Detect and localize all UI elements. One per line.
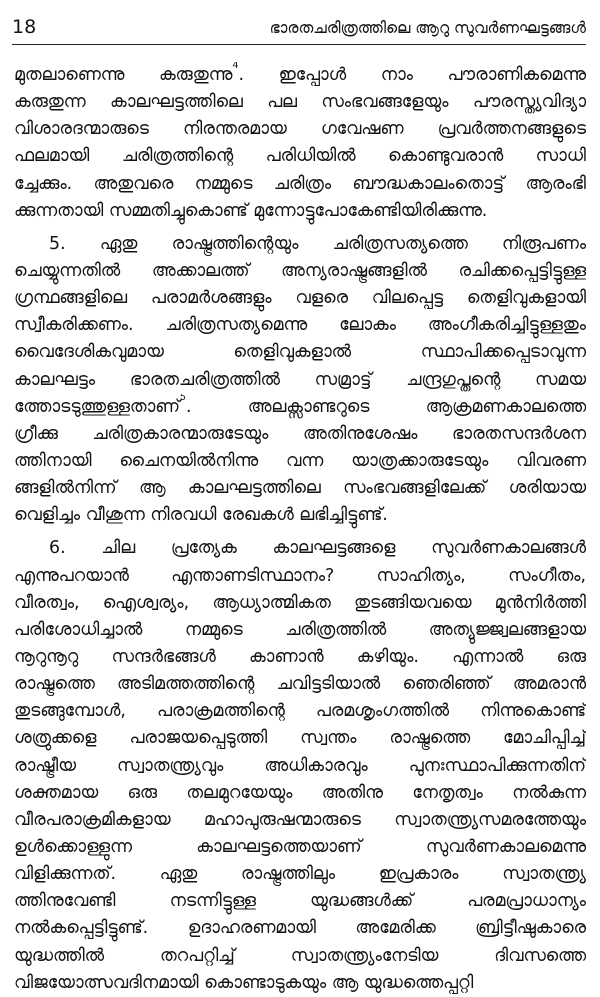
footnote-marker: 5 [179,393,186,404]
text-line: ചെയ്യുന്നതിൽ അക്കാലത്ത് അന്യരാഷ്ട്രങ്ങളിൽ രചിക്കപ്പെട്ടിട്ടുള്ള [14,260,586,281]
text-line: ക്കുന്നതായി സമ്മതിച്ചുകൊണ്ട് മുന്നോട്ടുപോകേണ്ടിയിരിക്കുന്നു. [14,200,488,221]
text-line: വീരപരാക്രമികളായ മഹാപുരുഷന്മാരുടെ സ്വാതന്ത്ര്യസമരത്തേയും [14,809,586,830]
text-line: ശക്തമായ ഒരു തലമുറയേയും അതിനു നേതൃത്വം നൽകുന്ന [14,782,586,803]
body-text [14,62,586,997]
text-line: വിശാരദന്മാരുടെ നിരന്തരമായ ഗവേഷണ പ്രവർത്തനങ്ങളുടെ [14,119,586,140]
paragraph [14,62,586,225]
page-header [12,14,586,40]
text-line: ങ്ങളിൽനിന്ന് ആ കാലഘട്ടത്തിലെ സംഭവങ്ങളിലേക്ക് ശരിയായ [14,478,586,499]
paragraph [14,535,586,996]
text-line: രാഷ്ട്രത്തെ അടിമത്തത്തിന്റെ ചവിട്ടടിയാൽ ഞെരിഞ്ഞ് അമരാൻ [14,674,586,695]
text-line: വിളിക്കുന്നത്. ഏതു രാഷ്ട്രത്തിലും ഇപ്രകാരം സ്വാതന്ത്ര്യ [14,864,586,885]
text-line: ശത്രുക്കളെ പരാജയപ്പെടുത്തി സ്വന്തം രാഷ്ട്രത്തെ മോചിപ്പിച്ച് [14,728,586,749]
text-line: മുതലാണെന്നു കരുതുന്നു$^4$. ഇപ്പോൾ നാം പൗരാണികമെന്നു [14,62,586,85]
text-line: വീരത്വം, ഐശ്വര്യം, ആധ്യാത്മികത തുടങ്ങിയവയെ മുൻനിർത്തി [14,592,586,613]
text-line: യുദ്ധത്തിൽ തറപറ്റിച്ച് സ്വാതന്ത്ര്യംനേടിയ ദിവസത്തെ [14,945,586,966]
text-line: വെളിച്ചം വീശുന്ന നിരവധി രേഖകൾ ലഭിച്ചിട്ടുണ്ട്. [14,505,388,526]
text-line: കരുതുന്ന കാലഘട്ടത്തിലെ പല സംഭവങ്ങളേയും പൗരസ്ത്യവിദ്യാ [14,92,586,113]
text-line: ഫലമായി ചരിത്രത്തിന്റെ പരിധിയിൽ കൊണ്ടുവരാൻ സാധി [14,146,586,167]
text-line: 6. ചില പ്രത്യേക കാലഘട്ടങ്ങളെ സുവർണകാലങ്ങൾ [49,538,586,559]
text-line: നൂറുനൂറു സന്ദർഭങ്ങൾ കാണാൻ കഴിയും. എന്നാൽ ഒരു [14,646,586,667]
text-line: ത്തിനുവേണ്ടി നടന്നിട്ടുള്ള യുദ്ധങ്ങൾക്ക് പരമപ്രാധാന്യം [14,891,586,912]
header-rule [12,44,586,45]
text-line: ഗ്രീക്കു ചരിത്രകാരന്മാരുടേയും അതിനുശേഷം ഭാരതസന്ദർശന [14,423,586,444]
text-line: 5. ഏതു രാഷ്ട്രത്തിന്റെയും ചരിത്രസത്യത്തെ നിരൂപണം [49,233,586,254]
text-line: ച്ചേക്കും. അതുവരെ നമ്മുടെ ചരിത്രം ബൗദ്ധകാലംതൊട്ട് ആരംഭി [14,173,586,194]
page-number: 18 [12,16,37,38]
footnote-marker: 4 [232,62,239,72]
text-line: തുടങ്ങുമ്പോൾ, പരാക്രമത്തിന്റെ പരമശൃംഗത്തിൽ നിന്നുകൊണ്ട് [14,701,586,722]
paragraph [14,231,586,530]
text-line: എന്നുപറയാൻ എന്താണടിസ്ഥാനം? സാഹിത്യം, സംഗീതം, [14,565,586,586]
text-line: വൈദേശികവുമായ തെളിവുകളാൽ സ്ഥാപിക്കപ്പെടാവുന്ന [14,342,586,363]
text-line: ത്തോടടുത്തുള്ളതാണ്$^5$. അലക്സാണ്ടറുടെ ആക്രമണകാലത്തെ [14,393,586,417]
text-line: ഗ്രന്ഥങ്ങളിലെ പരാമർശങ്ങളും വളരെ വിലപ്പെട്ട തെളിവുകളായി [14,288,586,309]
text-line: ഉൾക്കൊള്ളുന്ന കാലഘട്ടത്തെയാണ് സുവർണകാലമെന്നു [14,836,586,857]
text-line: രാഷ്ട്രീയ സ്വാതന്ത്ര്യവും അധികാരവും പുനഃസ്ഥാപിക്കുന്നതിന് [14,755,586,776]
text-line: വിജയോത്സവദിനമായി കൊണ്ടാടുകയും ആ യുദ്ധത്തെപ്പറ്റി [14,972,474,993]
text-line: ത്തിനായി ചൈനയിൽനിന്നു വന്ന യാത്രക്കാരുടേയും വിവരണ [14,450,586,471]
text-line: നൽകപ്പെട്ടിട്ടുണ്ട്. ഉദാഹരണമായി അമേരിക്ക ബ്രിട്ടീഷുകാരെ [14,918,586,939]
running-title: ഭാരതചരിത്രത്തിലെ ആറു സുവർണഘട്ടങ്ങൾ [269,19,586,37]
text-line: കാലഘട്ടം ഭാരതചരിത്രത്തിൽ സമ്രാട്ട് ചന്ദ്രഗുപ്തന്റെ സമയ [14,369,586,390]
text-line: പരിശോധിച്ചാൽ നമ്മുടെ ചരിത്രത്തിൽ അത്യുജ്ജ്വലങ്ങളായ [14,619,586,640]
text-line: സ്വീകരിക്കണം. ചരിത്രസത്യമെന്നു ലോകം അംഗീകരിച്ചിട്ടുള്ളതും [14,315,586,336]
